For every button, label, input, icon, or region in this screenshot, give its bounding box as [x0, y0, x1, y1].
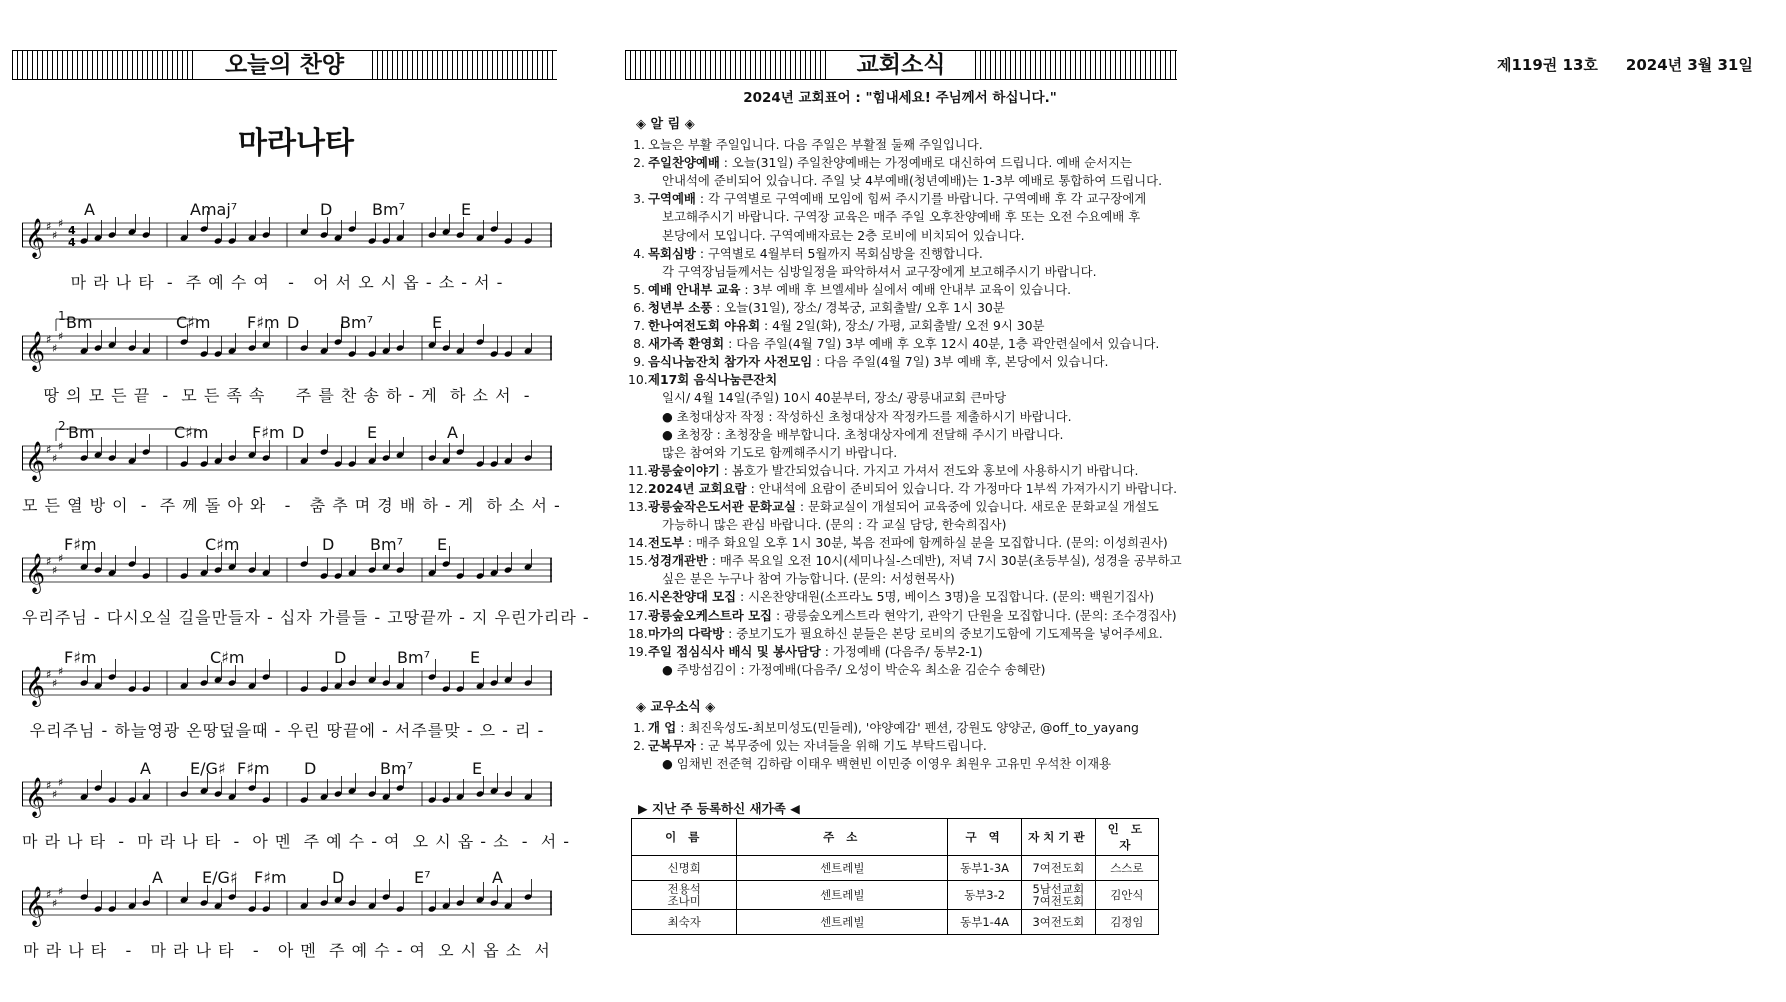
item-title: 군복무자: [648, 738, 696, 754]
item-title: 개 업: [648, 720, 677, 735]
chord-symbol: F♯m: [247, 313, 280, 332]
item-title: 목회심방: [648, 245, 696, 261]
treble-clef-icon: 𝄞: [25, 553, 46, 593]
item-number: 17.: [628, 607, 648, 623]
chord-symbol: C♯m: [205, 535, 240, 554]
list-item-continuation: ● 주방섬김이 : 가정예배(다음주/ 오성이 박순옥 최소윤 김순수 송혜란): [662, 661, 1046, 677]
item-title: 한나여전도회 야유회: [648, 318, 761, 334]
table-row: [632, 856, 1159, 881]
list-item: [628, 154, 1188, 172]
list-item-continuation: ● 임채빈 전준혁 김하람 이태우 백현빈 이민중 이영우 최원우 고유민 우석찬 이재용: [662, 756, 1112, 772]
item-number: 16.: [628, 589, 648, 605]
item-number: 7.: [633, 318, 645, 334]
chord-symbol: E: [470, 648, 481, 667]
music-system: [22, 419, 561, 533]
music-system: [22, 646, 552, 758]
chord-symbol: Bm⁷: [380, 759, 413, 778]
list-item-continuation: 싶은 분은 누구나 참여 가능합니다. (문의: 서성현목사): [662, 571, 955, 587]
volume-number: 제119권 13호: [1497, 56, 1598, 74]
sharp-icon: ♯: [58, 330, 64, 343]
chord-symbol: D: [332, 868, 345, 887]
chord-symbol: E⁷: [414, 868, 431, 887]
table-header-row: [632, 819, 1159, 856]
table-cell: 센트레빌: [737, 910, 948, 935]
svg-text:4: 4: [68, 224, 76, 237]
chord-symbol: D: [304, 759, 317, 778]
music-system: [22, 311, 552, 423]
table-cell: 동부1-4A: [948, 910, 1022, 935]
chord-symbol: F♯m: [64, 535, 97, 554]
chord-symbol: F♯m: [64, 648, 97, 667]
registration-title: ▶ 지난 주 등록하신 새가족 ◀: [638, 801, 800, 816]
notices-section: [628, 110, 1188, 773]
item-text: : 3부 예배 후 브엘세바 실에서 예배 안내부 교육이 있습니다.: [740, 281, 1072, 297]
item-number: 10.: [628, 372, 648, 388]
chord-symbol: E: [432, 313, 443, 332]
song-title: 마라나타: [238, 126, 354, 161]
chord-symbol: Bm⁷: [370, 535, 403, 554]
volta-ending: 1.: [58, 309, 70, 323]
chord-symbol: A: [492, 868, 503, 887]
sharp-icon: ♯: [58, 665, 64, 678]
table-cell: 센트레빌: [737, 881, 948, 910]
item-text: : 문화교실이 개설되어 교육중에 있습니다. 새로운 문화교실 개설도: [795, 498, 1159, 514]
chord-symbol: A: [447, 423, 458, 442]
table-cell: 센트레빌: [737, 856, 948, 881]
item-text: : 군 복무중에 있는 자녀들을 위해 기도 부탁드립니다.: [695, 738, 987, 754]
table-cell: 동부3-2: [948, 881, 1022, 910]
notices-heading: ◈ 알 림 ◈: [636, 117, 695, 132]
chord-symbol: Bm⁷: [372, 200, 405, 219]
table-cell: 전용석 조나미: [632, 881, 737, 910]
item-title: 음식나눔잔치 참가자 사전모임: [648, 354, 813, 370]
table-cell: 5남선교회 7여전도회: [1021, 881, 1095, 910]
table-header-cell: 구 역: [948, 819, 1022, 856]
item-title: 예배 안내부 교육: [648, 281, 741, 297]
item-number: 9.: [633, 354, 645, 370]
chord-row: [22, 535, 552, 555]
item-number: 5.: [633, 281, 645, 297]
sharp-icon: ♯: [52, 788, 58, 801]
item-number: 4.: [633, 245, 645, 261]
table-header-cell: 이 름: [632, 819, 737, 856]
chord-symbol: F♯m: [252, 423, 285, 442]
lyric-line: 우리주님 - 하늘영광 온땅덮을때 - 우린 땅끝에 - 서주를맞 - 으 - 리 -: [29, 721, 545, 740]
list-item-continuation: 안내석에 준비되어 있습니다. 주일 낮 4부예배(청년예배)는 1-3부 예배로 통합하여 드립니다.: [662, 173, 1163, 189]
item-title: 광릉숲오케스트라 모집: [648, 607, 773, 623]
chord-row: [22, 309, 552, 333]
chord-symbol: F♯m: [254, 868, 287, 887]
music-system: [22, 757, 571, 869]
item-text: : 봄호가 발간되었습니다. 가지고 가셔서 전도와 홍보에 사용하시기 바랍니다.: [719, 462, 1139, 478]
chord-symbol: A: [152, 868, 163, 887]
item-text: : 다음 주일(4월 7일) 3부 예배 후 오후 12시 40분, 1층 곽안련실에서 있습니다.: [724, 336, 1160, 352]
item-text: : 매주 화요일 오후 1시 30분, 복음 전파에 함께하실 분을 모집합니다. (문의: 이성희권사): [683, 535, 1168, 551]
item-number: 14.: [628, 535, 648, 551]
chord-symbol: A: [140, 759, 151, 778]
sharp-icon: ♯: [52, 452, 58, 465]
chord-symbol: Bm⁷: [397, 648, 430, 667]
chord-symbol: Amaj⁷: [190, 200, 238, 219]
item-text: : 안내석에 요람이 준비되어 있습니다. 각 가정마다 1부씩 가져가시기 바랍니다.: [746, 480, 1178, 496]
music-system: [22, 533, 590, 645]
table-cell: 신명희: [632, 856, 737, 881]
list-item: [628, 498, 1188, 516]
table-row: [632, 910, 1159, 935]
item-number: 15.: [628, 553, 648, 569]
sharp-icon: ♯: [46, 779, 52, 792]
item-number: 1.: [633, 137, 645, 153]
sharp-icon: ♯: [58, 217, 64, 230]
chord-symbol: E/G♯: [202, 868, 238, 887]
list-item-continuation: 각 구역장님들께서는 심방일정을 파악하셔서 교구장에게 보고해주시기 바랍니다.: [662, 263, 1097, 279]
sharp-icon: ♯: [58, 776, 64, 789]
treble-clef-icon: 𝄞: [25, 218, 46, 258]
sharp-icon: ♯: [46, 443, 52, 456]
list-item-continuation: 본당에서 모입니다. 구역예배자료는 2층 로비에 비치되어 있습니다.: [662, 227, 1025, 243]
music-system: [22, 866, 552, 978]
chord-row: [22, 868, 552, 888]
item-number: 11.: [628, 462, 648, 478]
list-item: [628, 190, 1188, 208]
item-text: : 중보기도가 필요하신 분들은 본당 로비의 중보기도함에 기도제목을 넣어주세요.: [724, 625, 1163, 641]
list-item: [628, 371, 1188, 389]
table-cell: 스스로: [1095, 856, 1158, 881]
table-cell: 김안식: [1095, 881, 1158, 910]
item-text: : 오늘(31일), 장소/ 경복궁, 교회출발/ 오후 1시 30분: [712, 299, 1005, 315]
sharp-icon: ♯: [46, 555, 52, 568]
chord-symbol: Bm⁷: [340, 313, 373, 332]
item-text: : 최진욱성도-최보미성도(민들레), '야양예감' 펜션, 강원도 양양군, @off_to_yayang: [676, 720, 1139, 735]
table-cell: 최숙자: [632, 910, 737, 935]
lyric-line: 마 라 나 타 - 마 라 나 타 - 아 멘 주 예 수 - 여 오 시 옵 소 서: [23, 941, 551, 960]
item-title: 전도부: [648, 535, 684, 551]
item-number: 6.: [633, 299, 645, 315]
item-title: 주일찬양예배: [648, 155, 720, 171]
sharp-icon: ♯: [52, 342, 58, 355]
sharp-icon: ♯: [46, 220, 52, 233]
chord-row: [22, 200, 552, 220]
sharp-icon: ♯: [58, 440, 64, 453]
item-text: 오늘은 부활 주일입니다. 다음 주일은 부활절 둘째 주일입니다.: [648, 137, 983, 153]
item-title: 청년부 소풍: [648, 299, 713, 315]
treble-clef-icon: 𝄞: [25, 777, 46, 817]
sharp-icon: ♯: [52, 229, 58, 242]
issue-info: [1497, 54, 1753, 75]
item-title: 구역예배: [648, 191, 696, 207]
chord-symbol: D: [292, 423, 305, 442]
item-title: 새가족 환영회: [648, 336, 725, 352]
new-members-table: [631, 818, 1159, 935]
table-cell: 김정임: [1095, 910, 1158, 935]
church-motto: 2024년 교회표어 : "힘내세요! 주님께서 하십니다.": [743, 90, 1057, 106]
item-number: 18.: [628, 625, 648, 641]
item-text: : 다음 주일(4월 7일) 3부 예배 후, 본당에서 있습니다.: [812, 354, 1109, 370]
news-banner-title: 교회소식: [829, 51, 974, 79]
item-text: : 오늘(31일) 주일찬양예배는 가정예배로 대신하여 드립니다. 예배 순서지는: [719, 155, 1132, 171]
item-text: : 시온찬양대원(소프라노 5명, 베이스 3명)을 모집합니다. (문의: 백원기집사): [736, 589, 1155, 605]
list-item-continuation: ● 초청대상자 작정 : 작성하신 초청대상자 작정카드를 제출하시기 바랍니다.: [662, 408, 1072, 424]
table-cell: 7여전도회: [1021, 856, 1095, 881]
treble-clef-icon: 𝄞: [25, 666, 46, 706]
sharp-icon: ♯: [52, 564, 58, 577]
news-banner: [625, 50, 1177, 80]
chord-symbol: Bm: [66, 313, 93, 332]
members-heading: ◈ 교우소식 ◈: [636, 699, 716, 715]
treble-clef-icon: 𝄞: [25, 441, 46, 481]
list-item: [628, 462, 1188, 480]
item-title: 광릉숲작은도서관 문화교실: [648, 498, 796, 514]
chord-row: [22, 419, 552, 443]
chord-symbol: C♯m: [210, 648, 245, 667]
chord-symbol: E: [437, 535, 448, 554]
item-number: 13.: [628, 498, 648, 514]
item-title: 제17회 음식나눔큰잔치: [648, 372, 778, 388]
chord-symbol: C♯m: [174, 423, 209, 442]
chord-symbol: A: [84, 200, 95, 219]
item-title: 마가의 다락방: [648, 625, 725, 641]
chord-symbol: D: [320, 200, 333, 219]
list-item: [628, 299, 1188, 317]
list-item: [628, 552, 1188, 570]
item-title: 2024년 교회요람: [648, 480, 747, 496]
list-item: [628, 625, 1188, 643]
issue-date: 2024년 3월 31일: [1625, 56, 1753, 74]
list-item: [628, 136, 1188, 154]
treble-clef-icon: 𝄞: [25, 886, 46, 926]
chord-symbol: F♯m: [237, 759, 270, 778]
list-item: [628, 719, 1188, 737]
chord-row: [22, 648, 552, 668]
list-item: [628, 480, 1188, 498]
list-item-continuation: 일시/ 4월 14일(주일) 10시 40분부터, 장소/ 광릉내교회 큰마당: [662, 390, 1007, 406]
item-title: 광릉숲이야기: [648, 462, 720, 478]
sharp-icon: ♯: [46, 888, 52, 901]
table-header-cell: 자치기관: [1021, 819, 1095, 856]
sharp-icon: ♯: [46, 668, 52, 681]
item-number: 19.: [628, 643, 648, 659]
list-item: [628, 588, 1188, 606]
lyric-line: 마 라 나 타 - 마 라 나 타 - 아 멘 주 예 수 - 여 오 시 옵 - 소 - 서 -: [22, 832, 571, 851]
item-number: 1.: [633, 720, 645, 735]
chord-symbol: E: [461, 200, 472, 219]
song-banner-title: 오늘의 찬양: [197, 51, 372, 79]
item-title: 주일 점심식사 배식 및 봉사담당: [648, 643, 821, 659]
list-item-continuation: 많은 참여와 기도로 함께해주시기 바랍니다.: [662, 444, 898, 460]
list-item: [628, 643, 1188, 661]
table-row: [632, 881, 1159, 910]
music-system: [22, 198, 552, 310]
item-text: : 광릉숲오케스트라 현악기, 관악기 단원을 모집합니다. (문의: 조수경집사): [772, 607, 1177, 623]
song-banner: [12, 50, 557, 80]
members-list: [628, 719, 1188, 773]
item-number: 2.: [633, 155, 645, 171]
sharp-icon: ♯: [58, 885, 64, 898]
volta-ending: 2.: [58, 419, 70, 433]
list-item: [628, 737, 1188, 755]
sharp-icon: ♯: [52, 897, 58, 910]
chord-symbol: C♯m: [176, 313, 211, 332]
chord-symbol: E/G♯: [190, 759, 226, 778]
table-header-cell: 주 소: [737, 819, 948, 856]
list-item: [628, 245, 1188, 263]
list-item: [628, 534, 1188, 552]
item-title: 성경개관반: [648, 553, 708, 569]
treble-clef-icon: 𝄞: [25, 331, 46, 371]
chord-row: [22, 759, 552, 779]
chord-symbol: D: [287, 313, 300, 332]
chord-symbol: Bm: [68, 423, 95, 442]
list-item: [628, 353, 1188, 371]
item-text: : 구역별로 4월부터 5월까지 목회심방을 진행합니다.: [695, 245, 983, 261]
list-item: [628, 607, 1188, 625]
lyric-line: 땅 의 모 든 끝 - 모 든 족 속 주 를 찬 송 하 - 게 하 소 서 -: [43, 386, 531, 405]
list-item: [628, 317, 1188, 335]
item-number: 2.: [633, 738, 645, 754]
chord-symbol: E: [367, 423, 378, 442]
list-item: [628, 335, 1188, 353]
notices-list: [628, 136, 1188, 679]
item-text: : 매주 목요일 오전 10시(세미나실-스데반), 저녁 7시 30분(초등부실), 성경을 공부하고: [707, 553, 1182, 569]
table-body: [632, 856, 1159, 935]
table-header-cell: 인 도 자: [1095, 819, 1158, 856]
list-item-continuation: 보고해주시기 바랍니다. 구역장 교육은 매주 주일 오후찬양예배 후 또는 오전 수요예배 후: [662, 209, 1141, 225]
sharp-icon: ♯: [58, 552, 64, 565]
chord-symbol: D: [322, 535, 335, 554]
sharp-icon: ♯: [52, 677, 58, 690]
svg-text:4: 4: [68, 236, 76, 249]
table-cell: 동부1-3A: [948, 856, 1022, 881]
lyric-line: 우리주님 - 다시오실 길을만들자 - 십자 가를들 - 고땅끝까 - 지 우린가리라 -: [22, 608, 590, 627]
item-number: 8.: [633, 336, 645, 352]
item-text: : 가정예배 (다음주/ 동부2-1): [820, 643, 983, 659]
list-item-continuation: ● 초청장 : 초청장을 배부합니다. 초청대상자에게 전달해 주시기 바랍니다.: [662, 426, 1064, 442]
list-item-continuation: 가능하니 많은 관심 바랍니다. (문의 : 각 교실 담당, 한숙희집사): [662, 517, 1007, 533]
item-number: 12.: [628, 480, 648, 496]
sharp-icon: ♯: [46, 333, 52, 346]
item-text: : 각 구역별로 구역예배 모임에 힘써 주시기를 바랍니다. 구역예배 후 각 교구장에게: [695, 191, 1147, 207]
table-cell: 3여전도회: [1021, 910, 1095, 935]
lyric-line: 마 라 나 타 - 주 예 수 여 - 어 서 오 시 옵 - 소 - 서 -: [70, 273, 504, 292]
item-number: 3.: [633, 191, 645, 207]
item-title: 시온찬양대 모집: [648, 589, 737, 605]
item-text: : 4월 2일(화), 장소/ 가평, 교회출발/ 오전 9시 30분: [760, 318, 1045, 334]
chord-symbol: E: [472, 759, 483, 778]
list-item: [628, 281, 1188, 299]
lyric-line: 모 든 열 방 이 - 주 께 돌 아 와 - 춤 추 며 경 배 하 - 게 하 소 서 -: [22, 496, 561, 515]
chord-symbol: D: [334, 648, 347, 667]
